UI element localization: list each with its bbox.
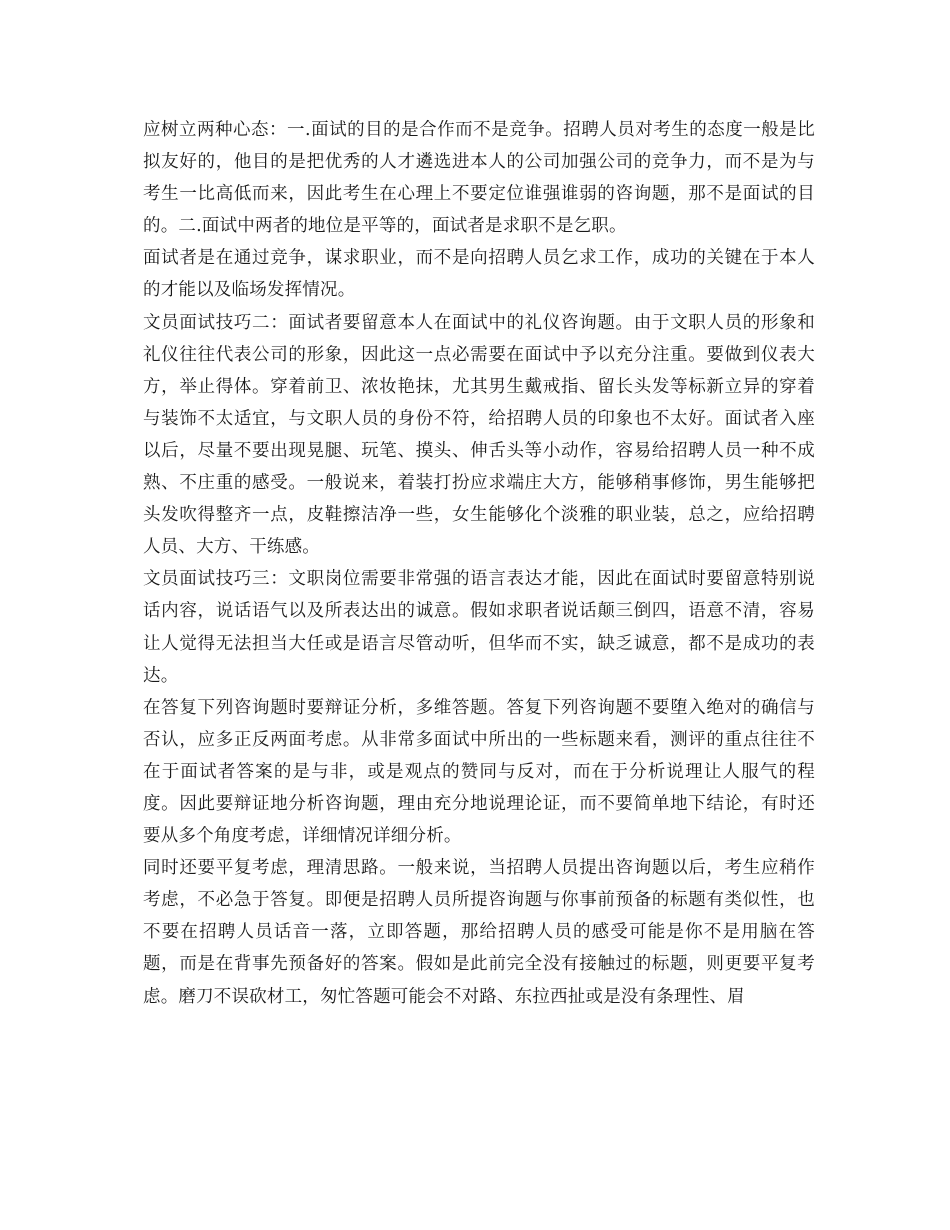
paragraph-mindset: 应树立两种心态：一.面试的目的是合作而不是竞争。招聘人员对考生的态度一般是比拟友好的，他目的是把优秀的人才遴选进本人的公司加强公司的竞争力，而不是为与考生一比高低而来，因此考生在心理上不要定位谁强谁弱的咨询题，那不是面试的目的。二.面试中两者的地位是平等的，面试者是求职不是乞职。 bbox=[143, 120, 815, 237]
paragraph-calm-thinking: 同时还要平复考虑，理清思路。一般来说，当招聘人员提出咨询题以后，考生应稍作考虑，不必急于答复。即便是招聘人员所提咨询题与你事前预备的标题有类似性，也不要在招聘人员话音一落，立即答题，那给招聘人员的感受可能是你不是用脑在答题，而是在背事先预备好的答案。假如是此前完全没有接触过的标题，则更要平复考虑。磨刀不误砍材工，匆忙答题可能会不对路、东拉西扯或是没有条理性、眉 bbox=[143, 858, 815, 1007]
document-body bbox=[143, 114, 815, 1013]
paragraph-tip-three-expression: 文员面试技巧三：文职岗位需要非常强的语言表达才能，因此在面试时要留意特别说话内容，说话语气以及所表达出的诚意。假如求职者说话颠三倒四，语意不清，容易让人觉得无法担当大任或是语言尽管动听，但华而不实，缺乏诚意，都不是成功的表达。 bbox=[143, 569, 815, 686]
paragraph-dialectical-answering: 在答复下列咨询题时要辩证分析，多维答题。答复下列咨询题不要堕入绝对的确信与否认，应多正反两面考虑。从非常多面试中所出的一些标题来看，测评的重点往往不在于面试者答案的是与非，或是观点的赞同与反对，而在于分析说理让人服气的程度。因此要辩证地分析咨询题，理由充分地说理论证，而不要简单地下结论，有时还要从多个角度考虑，详细情况详细分析。 bbox=[143, 697, 815, 847]
paragraph-tip-two-etiquette: 文员面试技巧二：面试者要留意本人在面试中的礼仪咨询题。由于文职人员的形象和礼仪往往代表公司的形象，因此这一点必需要在面试中予以充分注重。要做到仪表大方，举止得体。穿着前卫、浓妆艳抹，尤其男生戴戒指、留长头发等标新立异的穿着与装饰不太适宜，与文职人员的身份不符，给招聘人员的印象也不太好。面试者入座以后，尽量不要出现晃腿、玩笔、摸头、伸舌头等小动作，容易给招聘人员一种不成熟、不庄重的感受。一般说来，着装打扮应求端庄大方，能够稍事修饰，男生能够把头发吹得整齐一点，皮鞋擦洁净一些，女生能够化个淡雅的职业装，总之，应给招聘人员、大方、干练感。 bbox=[143, 312, 815, 558]
paragraph-competition: 面试者是在通过竞争，谋求职业，而不是向招聘人员乞求工作，成功的关键在于本人的才能以及临场发挥情况。 bbox=[143, 248, 815, 301]
